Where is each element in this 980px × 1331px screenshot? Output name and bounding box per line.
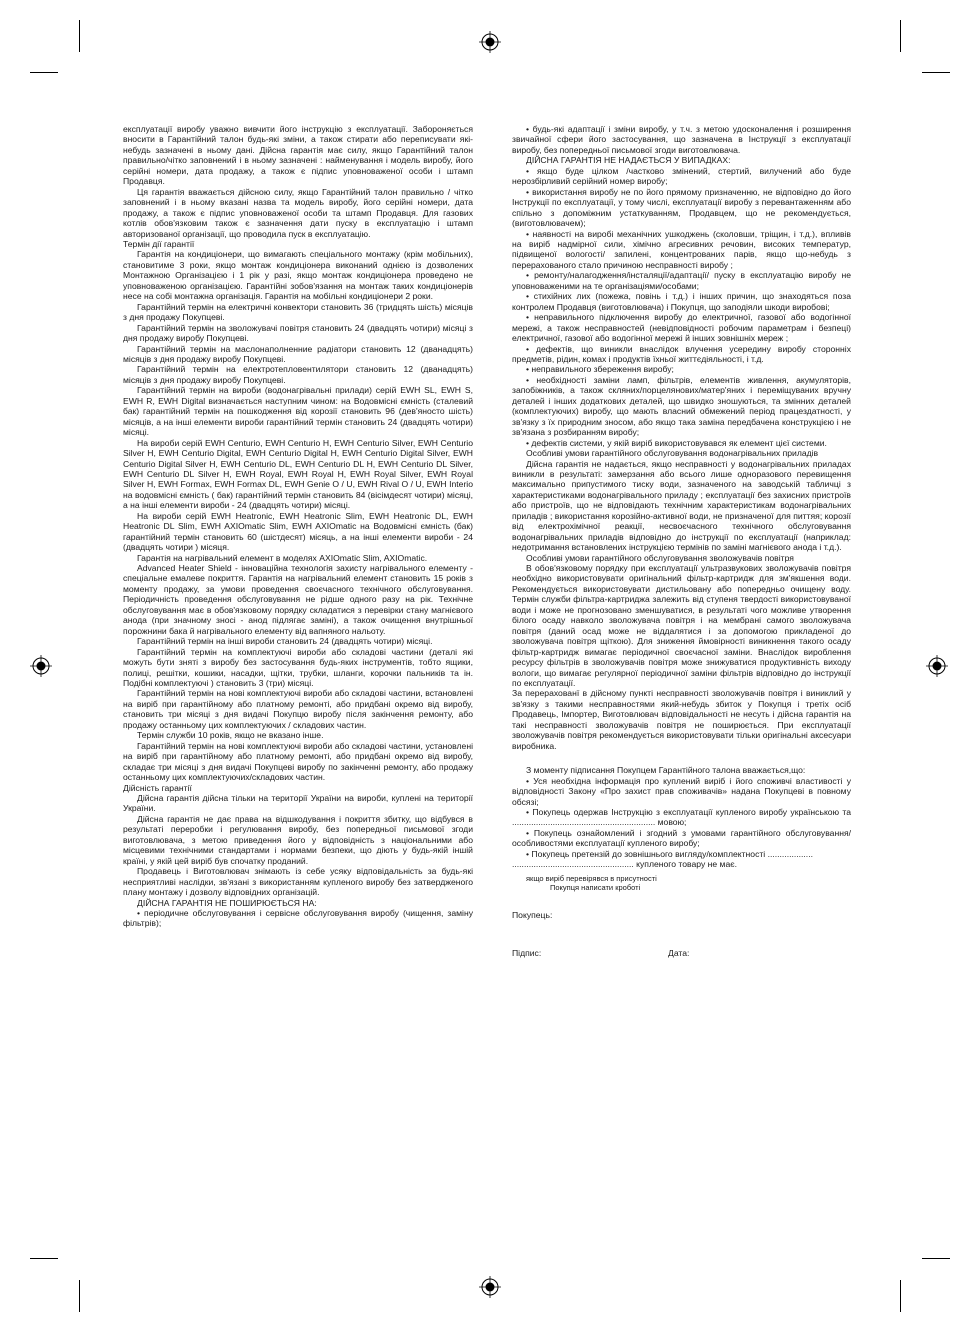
paragraph: Гарантійний термін на нові комплектуючі вироби або складові частини, встановлені на виріб при гарантійному або платному ремонті, або придбані окремо від виробу, становить три місяці з дня видачі Покупцю виробу після закінчення ремонту, або продажу останньому цих комплектуючих / складових частин. <box>123 688 473 730</box>
crop-mark <box>30 72 58 73</box>
paragraph: Гарантійний термін на маслонаполненние радіатори становить 12 (дванадцять) місяців з дня продажу виробу Покупцеві. <box>123 343 473 364</box>
paragraph: На вироби серій EWH Centurio, EWH Centurio H, EWH Centurio Silver, EWH Centurio Silver H, EWH Centurio Digital, EWH Centurio Digital H, EWH Centurio Digital Silver, EWH Centurio Digital Silver H, EWH Centurio DL, EWH Centurio DL H, EWH Centurio DL Silver, EWH Centurio DL Silver H, EWH Royal, EWH Royal H, EWH Royal Silver, EWH Royal Silver H, EWH Formax, EWH Formax DL, EWH Genie O / U, EWH Rival O / U, EWH Interio на водовмісні ємність ( бак) гарантійний термін становить 84 (вісімдесят чотири) місяці, а на інші елементи вироби - 24 (двадцять чотири) місяці. <box>123 437 473 511</box>
section-heading: Термін дії гарантії <box>123 238 195 249</box>
list-item: • неправильного підключення виробу до електричної, газової або водогінної мережі, а також несправностей (невідповідності робочим параметрам і безпеці) електричної, газової або водогінної мережі й інших зовнішніх мереж ; <box>512 312 851 344</box>
paragraph: Гарантійний термін на зволожувачі повітря становить 24 (двадцять чотири) місяці з дня продажу виробу Покупцеві. <box>123 322 473 344</box>
list-item: • Уся необхідна інформація про куплений виріб і його споживчі властивості у відповідності Закону «Про захист прав споживачів» надана Покупцеві в повному обсязі; <box>512 775 851 807</box>
paragraph: Гарантійний термін на електротепловентилятори становить 12 (дванадцять) місяців з дня продажу виробу Покупцеві. <box>123 364 473 385</box>
crop-mark <box>900 1280 901 1312</box>
section-heading: Особливі умови гарантійного обслуговування зволожувачів повітря <box>526 552 794 563</box>
paragraph: Дійсна гарантія не дає права на відшкодування і покриття збитку, що відбувся в результаті переробки і регулювання виробу, без попередньої письмової згоди виготовлювача, з метою приведення його у відповідність з національними або місцевими технічними стандартами і нормами безпеки, що діють у будь-якій іншій країні, у якій цей виріб був спочатку проданий. <box>123 813 473 866</box>
paragraph: З моменту підписання Покупцем Гарантійного талона вважається,що: <box>526 765 806 776</box>
list-item: • будь-які адаптації і зміни виробу, у т.ч. з метою удосконалення і розширення звичайної сфери його застосування, що зазначена в Інструкції з експлуатації виробу, без попередньої письмової згоди виготовлювача. <box>512 124 851 155</box>
list-item: • Покупець одержав Інструкцію з експлуатації купленого виробу українською та ............................................................ мовою; <box>512 807 851 828</box>
list-item: • ремонту/налагодження/інсталяції/адаптації/ пуску в експлуатацію виробу не уповноваженими на те організаціями/особами; <box>512 270 851 291</box>
list-item: • Покупець ознайомлений і згодний з умовами гарантійного обслуговування/особливостями експлуатації купленого виробу; <box>512 827 851 849</box>
list-item: • дефектів, що виникли внаслідок влучення усередину виробу сторонніх предметів, рідин, комах і продуктів їхньої життєдіяльності, і т.д. <box>512 343 851 364</box>
section-heading: ДІЙСНА ГАРАНТІЯ НЕ ПОШИРЮЄТЬСЯ НА: <box>137 897 317 908</box>
crop-mark <box>30 1258 58 1259</box>
section-heading: Особливі умови гарантійного обслуговування водонагрівальних приладів <box>526 448 819 459</box>
crop-mark <box>922 72 950 73</box>
list-item: • необхідності заміни ламп, фільтрів, елементів живлення, акумуляторів, запобіжників, а також скляних/порцеляновиx/матер'яних і переміщуваних вручну деталей і інших додаткових деталей, що швидко зношуються, та змінних деталей (комплектуючих) виробу, що мають власний обмежений період працездатності, у зв'язку з їх природним зносом, або якщо така заміна передбачена конструкцією і не зв'язана з розбиранням виробу; <box>512 374 851 438</box>
paragraph: Гарантійний термін на нові комплектуючі вироби або складові частини, установлені на виріб при гарантійному або платному ремонті, або придбані окремо від виробу, складає три місяці з дня видачі Покупцеві виробу по закінченні ремонту, або продажу останньому цих комплектуючих/складових частин. <box>123 740 473 783</box>
dotted-line-text: ................................................... купленого товару не має. <box>512 859 738 870</box>
crop-mark <box>79 1280 80 1312</box>
date-label: Дата: <box>668 948 690 959</box>
right-column <box>512 124 851 959</box>
paragraph: Дійсна гарантія не надається, якщо несправності у водонагрівальних приладах виникли в результаті: замерзання або всього лише одноразового перевищення максимально припустимого тиску води, зазначеного на заводській табличці з характеристиками водонагрівального приладу ; експлуатації без захисних пристроїв або пристроїв, що не відповідають технічним характеристикам водонагрівальних приладів ; використання корозійно-активної води, не призначеної для питтяя; корозії від електрохімічної реакції, несвоєчасного технічного обслуговування водонагрівальних приладів відповідно до інструкції по експлуатації (наприклад: недотримання встановлених інструкцією термінів по заміні магнієвого анода і т.д.). <box>512 458 851 553</box>
paragraph: Гарантія на кондиціонери, що вимагають спеціального монтажу (крім мобільних), становитиме 3 роки, якщо монтаж кондиціонера виконаний однією із дозволених Монтажною Організацією і 1 рік у разі, якщо монтаж кондиціонера проведено не уповноваженою організацією. Гарантійні зобов'язання на монтаж таких кондиціонерів несе на собі монтажна організація. Гарантія на мобільні кондиціонери 2 роки. <box>123 249 473 302</box>
paragraph: Гарантійний термін на вироби (водонагрівальні прилади) серій EWH SL, EWH S, EWH R, EWH Digital визначається наступним чином: на Водовмісні ємність (сталевий бак) гарантійний термін на пошкодження від корозії становить 96 (дев'яносто шість) місяців, а на інші елементи вироби гарантійний термін становить 24 (двадцять чотири) місяці. <box>123 385 473 438</box>
section-heading: ДІЙСНА ГАРАНТІЯ НЕ НАДАЄТЬСЯ У ВИПАДКАХ: <box>526 155 731 166</box>
list-item: • використання виробу не по його прямому призначенню, не відповідно до його Інструкції по експлуатації, у тому числі, експлуатації виробу з перевантаженням або спільно з допоміжним устаткуванням, Продавцем, що не рекомендується, (виготовлювачем); <box>512 186 851 229</box>
signature-note-line: Покупця написати кроботі <box>550 882 641 892</box>
paragraph: Гарантійний термін на комплектуючі вироби або складові частини (деталі які можуть бути зняті з виробу без застосування будь-яких інструментів, тобто ящики, полиці, решітки, кошики, насадки, щітки, трубки, шланги, корочки пальників та ін. Подібні комплектуючі ) становить 3 (три) місяці. <box>123 646 473 689</box>
crop-mark <box>79 20 80 52</box>
list-item: • дефектів системи, у якій виріб використовувався як елемент цієї системи. <box>526 437 827 448</box>
registration-mark-icon <box>30 655 52 677</box>
list-item: • стихійних лих (пожежа, повінь і т.д.) і інших причин, що знаходяться поза контролем Продавця (виготовлювача) і Покупця, що заподіяли шкоди виробові; <box>512 291 851 312</box>
registration-mark-icon <box>926 655 948 677</box>
section-heading: Дійсність гарантії <box>123 782 192 793</box>
buyer-label: Покупець: <box>512 909 553 920</box>
paragraph: За перерахованї в дійсному пункті несправності зволожувачів повітря і виниклий у зв'язку з такими несправностями який-небудь збиток у Покупця і третіх осіб Продавець, Імпортер, Виготовлювач відповідальності не несуть і дійсна гарантія на такі несправності зволожувачів повітря не поширюється. При експлуатації зволожувачів повітря рекомендується використовувати тільки оригінальні аксесуари виробника. <box>512 688 851 751</box>
paragraph: Термін служби 10 років, якщо не вказано інше. <box>137 730 324 741</box>
list-item: • якщо буде цілком /частково змінений, стертий, вилучений або буде нерозбірливий серійний номер виробу; <box>512 165 851 187</box>
paragraph: Ця гарантія вважається дійсною силу, якщо Гарантійний талон правильно / чітко заповнений і в ньому вказані назва та модель виробу, його серійні номери, дата продажу, а також є підпис уповноваженої особи та штамп Продавця. Для газових котлів обов'язковим також є зазначення дати пуску в експлуатацію і штамп авторизованої організації, що проводила пуск в експлуатацію. <box>123 186 473 239</box>
crop-mark <box>922 1258 950 1259</box>
paragraph: Advanced Heater Shield - інноваційна технологія захисту нагрівального елементу - спеціальне емалеве покриття. Гарантія на нагрівальний елемент становить 15 років з моменту продажу, за умови проведення своєчасного технічного обслуговування. Періодичність проведення обслуговування не рідше одного разу на рік. Технічне обслуговування має в обов'язковому порядку складатися з перевірки стану магнієвого анода (при значному зносі - анод підлягає заміні), а також очищення внутрішньої порожнини бака й нагрівального елементу від вапняного нальоту. <box>123 563 473 636</box>
paragraph: Гарантія на нагрівальний елемент в моделях AXIOmatic Slim, AXIOmatic. <box>137 552 428 563</box>
paragraph: На вироби серій EWH Heatronic, EWH Heatronic Slim, EWH Heatronic DL, EWH Heatronic DL Slim, EWH AXIOmatic Slim, EWH AXIOmatic на Водовмісні ємність (бак) гарантійний термін становить 60 (шістдесят) місяць, а на інші елементи вироби - 24 (двадцять чотири ) місяця. <box>123 510 473 553</box>
registration-mark-icon <box>479 31 501 53</box>
crop-mark <box>900 20 901 52</box>
list-item: • неправильного збереження виробу; <box>526 364 674 375</box>
list-item: • Покупець претензій до зовнішнього вигляду/комплектності ................... <box>526 848 813 859</box>
registration-mark-icon <box>479 1276 501 1298</box>
list-item: • наявності на виробі механічних ушкоджень (сколовши, тріщин, і т.д.), впливів на виріб надмірної сили, хімічно агресивних речовин, високих температур, підвищеної вологості/ запилені, концентрованих парів, якщо що-небудь з перерахованого стало причиною несправності виробу ; <box>512 228 851 270</box>
paragraph: експлуатації виробу уважно вивчити його інструкцію з експлуатації. Забороняється вносити в Гарантійний талон будь-які зміни, а також стирати або переписувати які-небудь зазначені в ньому дані. Дійсна гарантія має силу, якщо Гарантійний талон правильно/чітко заповнений і в ньому зазначені : найменування і модель виробу, його серійні номери, дата продажу, а також є підпис уповноваженої особи і штамп Продавця. <box>123 124 473 187</box>
paragraph: Гарантійний термін на інші вироби становить 24 (двадцять чотири) місяці. <box>137 636 433 647</box>
signature-note-line: якщо виріб перевірявся в присутності <box>526 873 657 883</box>
signature-note <box>512 874 851 892</box>
paragraph: Продавець і Виготовлювач знімають із себе усяку відповідальність за будь-які несприятливі наслідки, зв'язані з використанням купленого виробу без затвердженого плану монтажу і дозволу відповідних організацій. <box>123 866 473 898</box>
sign-label: Підпис: <box>512 948 542 959</box>
signature-row <box>512 948 851 958</box>
paragraph: Гарантійний термін на електричні конвектори становить 36 (тридцять шість) місяців з дня продажу Покупцеві. <box>123 301 473 323</box>
left-column <box>123 124 473 929</box>
paragraph: В обов'язковому порядку при експлуатації ультразвукових зволожувачів повітря необхідно використовувати оригінальний фільтр-картридж для зм'якшення води. Рекомендується використовувати дистильовану або попередньо очищену воду. Термін служби фільтра-картриджа залежить від ступеня твердості використовуваної води і може не прогнозовано зменшуватися, в результаті чого можливе утворення білого осаду навколо зволожувача повітря і на мембрані самого зволожувача повітря (даний осад може не віддалятися і за допомогою прикладеної до зволожувача повітря щіткою). Для зниження ймовірності виникнення такого осаду фільтр-картридж вимагає періодичної своєчасної заміни. Внаслідок вироблення ресурсу фільтрів в зволожувачів повітря може знижуватися продуктивність виходу вологи, що вимагає регулярної періодичної заміни фільтрів відповідно до інструкції по експлуатації. <box>512 563 851 689</box>
paragraph: Дійсна гарантія дійсна тільки на території України на вироби, куплені на території України. <box>123 793 473 814</box>
list-item: • періодичне обслуговування і сервісне обслуговування виробу (чищення, заміну фільтрів); <box>123 907 473 929</box>
